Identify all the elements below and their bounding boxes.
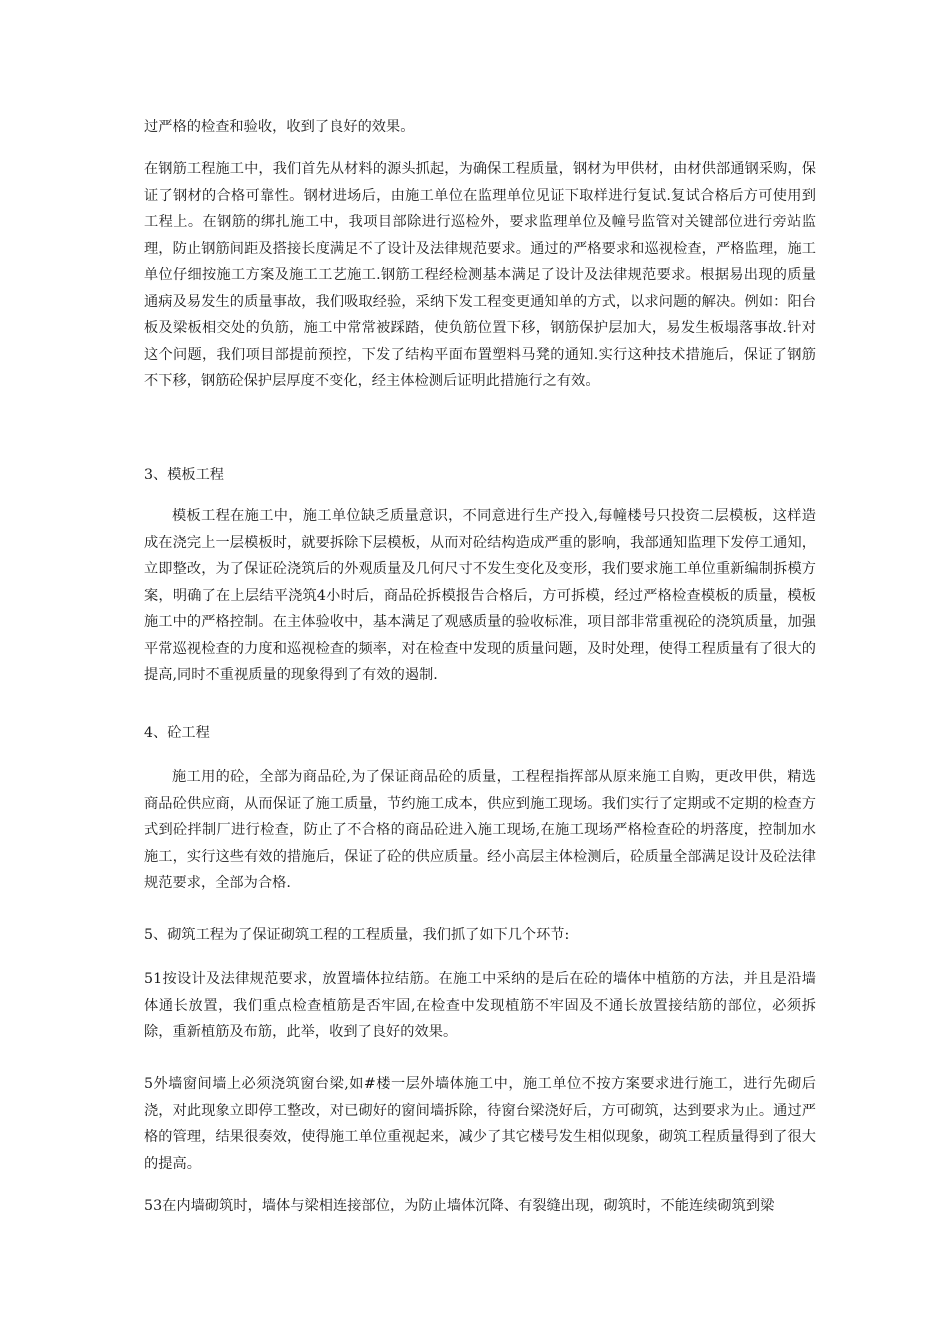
- paragraph-intro: 过严格的检查和验收，收到了良好的效果。: [144, 119, 415, 135]
- paragraph-item-53: 53在内墙砌筑时，墙体与梁相连接部位，为防止墙体沉降、有裂缝出现，砌筑时，不能连续砌筑到梁: [144, 1198, 775, 1214]
- paragraph-formwork: 模板工程在施工中，施工单位缺乏质量意识，不同意进行生产投入,每幢楼号只投资二层模板，这样造成在浇完上一层模板时，就要拆除下层模板，从而对砼结构造成严重的影响，我部通知监理下发停工通知，立即整改，为了保证砼浇筑后的外观质量及几何尺寸不发生变化及变形，我们要求施工单位重新编制拆模方案，明确了在上层结平浇筑4小时后，商品砼拆模报告合格后，方可拆模，经过严格检查模板的质量，模板施工中的严格控制。在主体验收中，基本满足了观感质量的验收标准，项目部非常重视砼的浇筑质量，加强平常巡视检查的力度和巡视检查的频率，对在检查中发现的质量问题，及时处理，使得工程质量有了很大的提高,同时不重视质量的现象得到了有效的遏制.: [144, 508, 816, 683]
- paragraph-item-5: 5外墙窗间墙上必须浇筑窗台梁,如#楼一层外墙体施工中，施工单位不按方案要求进行施工，进行先砌后浇，对此现象立即停工整改，对已砌好的窗间墙拆除，待窗台梁浇好后，方可砌筑，达到要求为止。通过严格的管理，结果很奏效，使得施工单位重视起来，减少了其它楼号发生相似现象，砌筑工程质量得到了很大的提高。: [144, 1076, 816, 1172]
- paragraph-item-51: 51按设计及法律规范要求，放置墙体拉结筋。在施工中采纳的是后在砼的墙体中植筋的方法，并且是沿墙体通长放置，我们重点检查植筋是否牢固,在检查中发现植筋不牢固及不通长放置接结筋的部位，必须拆除，重新植筋及布筋，此举，收到了良好的效果。: [144, 971, 816, 1040]
- paragraph-concrete: 施工用的砼，全部为商品砼,为了保证商品砼的质量，工程程指挥部从原来施工自购，更改甲供，精选商品砼供应商，从而保证了施工质量，节约施工成本，供应到施工现场。我们实行了定期或不定期的检查方式到砼拌制厂进行检查，防止了不合格的商品砼进入施工现场,在施工现场严格检查砼的坍落度，控制加水施工，实行这些有效的措施后，保证了砼的供应质量。经小高层主体检测后，砼质量全部满足设计及砼法律规范要求，全部为合格.: [144, 769, 816, 891]
- paragraph-rebar: 在钢筋工程施工中，我们首先从材料的源头抓起，为确保工程质量，钢材为甲供材，由材供部通钢采购，保证了钢材的合格可靠性。钢材进场后，由施工单位在监理单位见证下取样进行复试.复试合格后方可使用到工程上。在钢筋的绑扎施工中，我项目部除进行巡检外，要求监理单位及幢号监管对关键部位进行旁站监理，防止钢筋间距及搭接长度满足不了设计及法律规范要求。通过的严格要求和巡视检查，严格监理，施工单位仔细按施工方案及施工工艺施工.钢筋工程经检测基本满足了设计及法律规范要求。根据易出现的质量通病及易发生的质量事故，我们吸取经验，采纳下发工程变更通知单的方式，以求问题的解决。例如：阳台板及梁板相交处的负筋，施工中常常被踩踏，使负筋位置下移，钢筋保护层加大，易发生板塌落事故.针对这个问题，我们项目部提前预控，下发了结构平面布置塑料马凳的通知.实行这种技术措施后，保证了钢筋不下移，钢筋砼保护层厚度不变化，经主体检测后证明此措施行之有效。: [144, 161, 816, 389]
- heading-concrete: 4、砼工程: [144, 725, 210, 741]
- heading-masonry: 5、砌筑工程为了保证砌筑工程的工程质量，我们抓了如下几个环节:: [144, 927, 570, 943]
- heading-formwork: 3、模板工程: [144, 467, 224, 483]
